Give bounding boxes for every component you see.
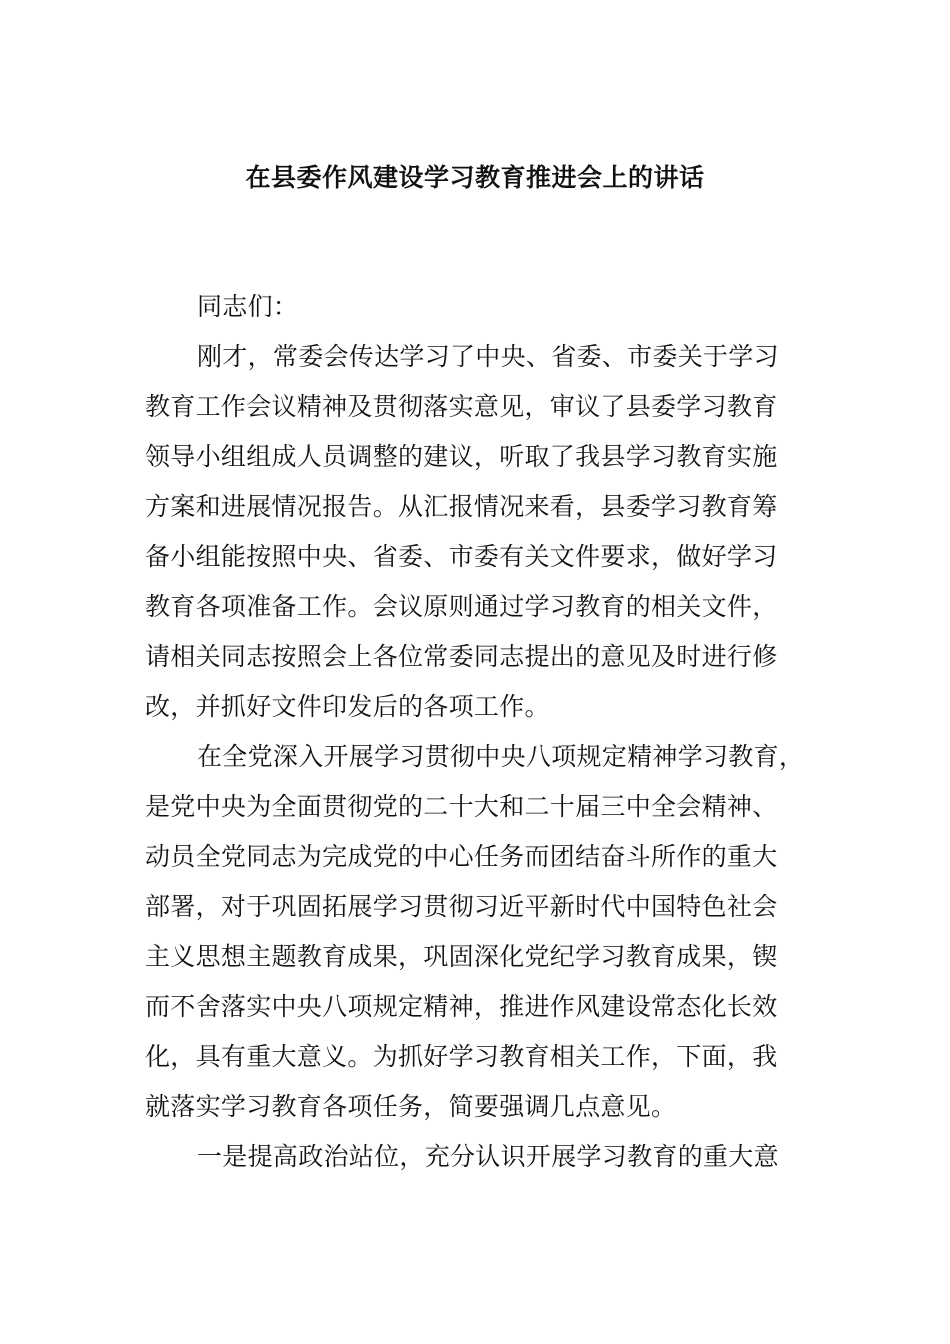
paragraph-1-line-6: 教育各项准备工作。会议原则通过学习教育的相关文件， <box>145 592 778 621</box>
paragraph-2-line-6: 而不舍落实中央八项规定精神，推进作风建设常态化长效 <box>145 992 778 1021</box>
paragraph-1-line-2: 教育工作会议精神及贯彻落实意见，审议了县委学习教育 <box>145 392 778 421</box>
paragraph-1-line-8: 改，并抓好文件印发后的各项工作。 <box>145 692 550 721</box>
paragraph-1-line-5: 备小组能按照中央、省委、市委有关文件要求，做好学习 <box>145 542 778 571</box>
paragraph-1-line-1: 刚才，常委会传达学习了中央、省委、市委关于学习 <box>197 342 779 371</box>
paragraph-1-line-7: 请相关同志按照会上各位常委同志提出的意见及时进行修 <box>145 642 778 671</box>
paragraph-1-line-4: 方案和进展情况报告。从汇报情况来看，县委学习教育筹 <box>145 492 778 521</box>
paragraph-2-line-8: 就落实学习教育各项任务，简要强调几点意见。 <box>145 1092 677 1121</box>
paragraph-2-line-2: 是党中央为全面贯彻党的二十大和二十届三中全会精神、 <box>145 792 778 821</box>
document-title: 在县委作风建设学习教育推进会上的讲话 <box>245 163 705 192</box>
paragraph-2-line-3: 动员全党同志为完成党的中心任务而团结奋斗所作的重大 <box>145 842 778 871</box>
paragraph-1-line-3: 领导小组组成人员调整的建议，听取了我县学习教育实施 <box>145 442 778 471</box>
paragraph-2-line-1: 在全党深入开展学习贯彻中央八项规定精神学习教育， <box>197 742 805 771</box>
paragraph-2-line-4: 部署，对于巩固拓展学习贯彻习近平新时代中国特色社会 <box>145 892 778 921</box>
document-body <box>145 282 807 1182</box>
salutation-line: 同志们： <box>197 292 299 321</box>
paragraph-2-line-5: 主义思想主题教育成果，巩固深化党纪学习教育成果，锲 <box>145 942 778 971</box>
paragraph-2-line-7: 化，具有重大意义。为抓好学习教育相关工作，下面，我 <box>145 1042 778 1071</box>
paragraph-3-line-1: 一是提高政治站位，充分认识开展学习教育的重大意 <box>197 1142 779 1171</box>
